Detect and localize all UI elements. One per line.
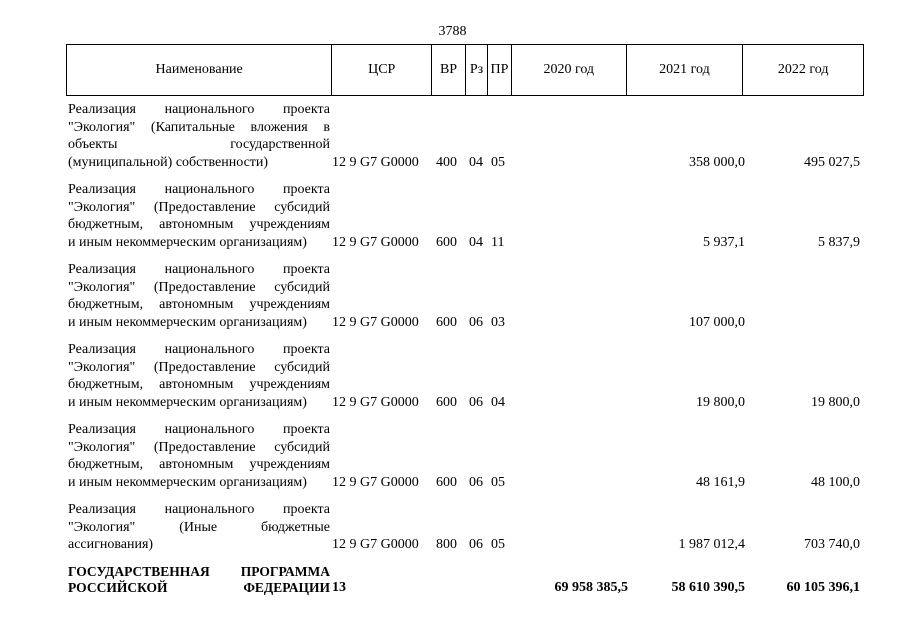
row-name: [68, 501, 330, 554]
header-rz: Рз: [466, 45, 488, 95]
cell-2021: 48 161,9: [696, 474, 745, 490]
cell-2021: 5 937,1: [703, 234, 745, 250]
cell-2022: 703 740,0: [804, 536, 860, 552]
cell-csr: 12 9 G7 G0000: [332, 394, 419, 410]
row-name: [68, 341, 330, 411]
table-row: [66, 101, 864, 171]
table-header: [66, 44, 864, 96]
header-csr: ЦСР: [332, 45, 432, 95]
name-line: Реализация национального проекта: [68, 502, 330, 517]
total-2021: 58 610 390,5: [671, 580, 745, 595]
name-line: "Экология" (Предоставление субсидий: [68, 359, 330, 375]
name-line: "Экология" (Капитальные вложения в: [68, 119, 330, 135]
cell-vr: 800: [436, 536, 457, 552]
total-name-line: РОССИЙСКОЙ ФЕДЕРАЦИИ: [68, 580, 330, 595]
table-row: [66, 261, 864, 331]
table-row: [66, 341, 864, 411]
cell-pr: 05: [491, 154, 505, 170]
name-line: "Экология" (Предоставление субсидий: [68, 279, 330, 295]
name-line: бюджетным, автономным учреждениям: [68, 297, 330, 312]
total-2022: 60 105 396,1: [786, 580, 860, 595]
page-number: 3788: [438, 24, 467, 39]
cell-2021: 1 987 012,4: [678, 536, 745, 552]
name-line: Реализация национального проекта: [68, 182, 330, 197]
name-line: бюджетным, автономным учреждениям: [68, 217, 330, 232]
name-line: и иным некоммерческим организациям): [68, 314, 307, 330]
name-line: "Экология" (Предоставление субсидий: [68, 439, 330, 455]
cell-csr: 12 9 G7 G0000: [332, 234, 419, 250]
cell-rz: 04: [469, 154, 483, 170]
row-name: [68, 261, 330, 331]
cell-csr: 12 9 G7 G0000: [332, 474, 419, 490]
header-pr: ПР: [488, 45, 512, 95]
cell-vr: 600: [436, 394, 457, 410]
cell-rz: 06: [469, 394, 483, 410]
name-line: "Экология" (Иные бюджетные: [68, 519, 330, 535]
name-line: (муниципальной) собственности): [68, 154, 269, 170]
cell-2022: 495 027,5: [804, 154, 860, 170]
table-row: [66, 501, 864, 553]
total-csr: 13: [332, 580, 346, 595]
header-2022: 2022 год: [777, 62, 829, 77]
name-line: Реализация национального проекта: [68, 342, 330, 357]
name-line: "Экология" (Предоставление субсидий: [68, 199, 330, 215]
name-line: бюджетным, автономным учреждениям: [68, 457, 330, 472]
name-line: и иным некоммерческим организациям): [68, 234, 307, 250]
cell-csr: 12 9 G7 G0000: [332, 314, 419, 330]
cell-2021: 19 800,0: [696, 394, 745, 410]
cell-rz: 06: [469, 314, 483, 330]
name-line: бюджетным, автономным учреждениям: [68, 377, 330, 392]
header-name: Наименование: [67, 45, 332, 95]
header-2020: 2020 год: [512, 45, 627, 95]
table-row: [66, 181, 864, 251]
cell-pr: 11: [491, 234, 505, 250]
cell-rz: 04: [469, 234, 483, 250]
cell-2022: 5 837,9: [818, 234, 860, 250]
cell-vr: 600: [436, 474, 457, 490]
cell-2021: 107 000,0: [689, 314, 745, 330]
cell-rz: 06: [469, 536, 483, 552]
name-line: Реализация национального проекта: [68, 102, 330, 117]
cell-pr: 05: [491, 474, 505, 490]
cell-vr: 600: [436, 314, 457, 330]
cell-vr: 600: [436, 234, 457, 250]
cell-2022: 48 100,0: [811, 474, 860, 490]
cell-pr: 03: [491, 314, 505, 330]
header-vr: ВР: [432, 45, 466, 95]
cell-2022: 19 800,0: [811, 394, 860, 410]
total-2020: 69 958 385,5: [554, 580, 628, 595]
cell-csr: 12 9 G7 G0000: [332, 154, 419, 170]
name-line: Реализация национального проекта: [68, 422, 330, 437]
total-name-line: ГОСУДАРСТВЕННАЯ ПРОГРАММА: [68, 564, 330, 579]
name-line: ассигнования): [68, 537, 154, 552]
total-name: [68, 564, 330, 596]
header-2021: 2021 год: [627, 45, 744, 95]
row-name: [68, 101, 330, 171]
cell-vr: 400: [436, 154, 457, 170]
row-name: [68, 421, 330, 491]
name-line: и иным некоммерческим организациям): [68, 394, 307, 410]
cell-csr: 12 9 G7 G0000: [332, 536, 419, 552]
name-line: Реализация национального проекта: [68, 262, 330, 277]
total-row: [66, 564, 864, 598]
cell-rz: 06: [469, 474, 483, 490]
name-line: и иным некоммерческим организациям): [68, 474, 307, 490]
row-name: [68, 181, 330, 251]
cell-pr: 05: [491, 536, 505, 552]
table-row: [66, 421, 864, 491]
cell-pr: 04: [491, 394, 505, 410]
name-line: объекты государственной: [68, 137, 330, 152]
cell-2021: 358 000,0: [689, 154, 745, 170]
